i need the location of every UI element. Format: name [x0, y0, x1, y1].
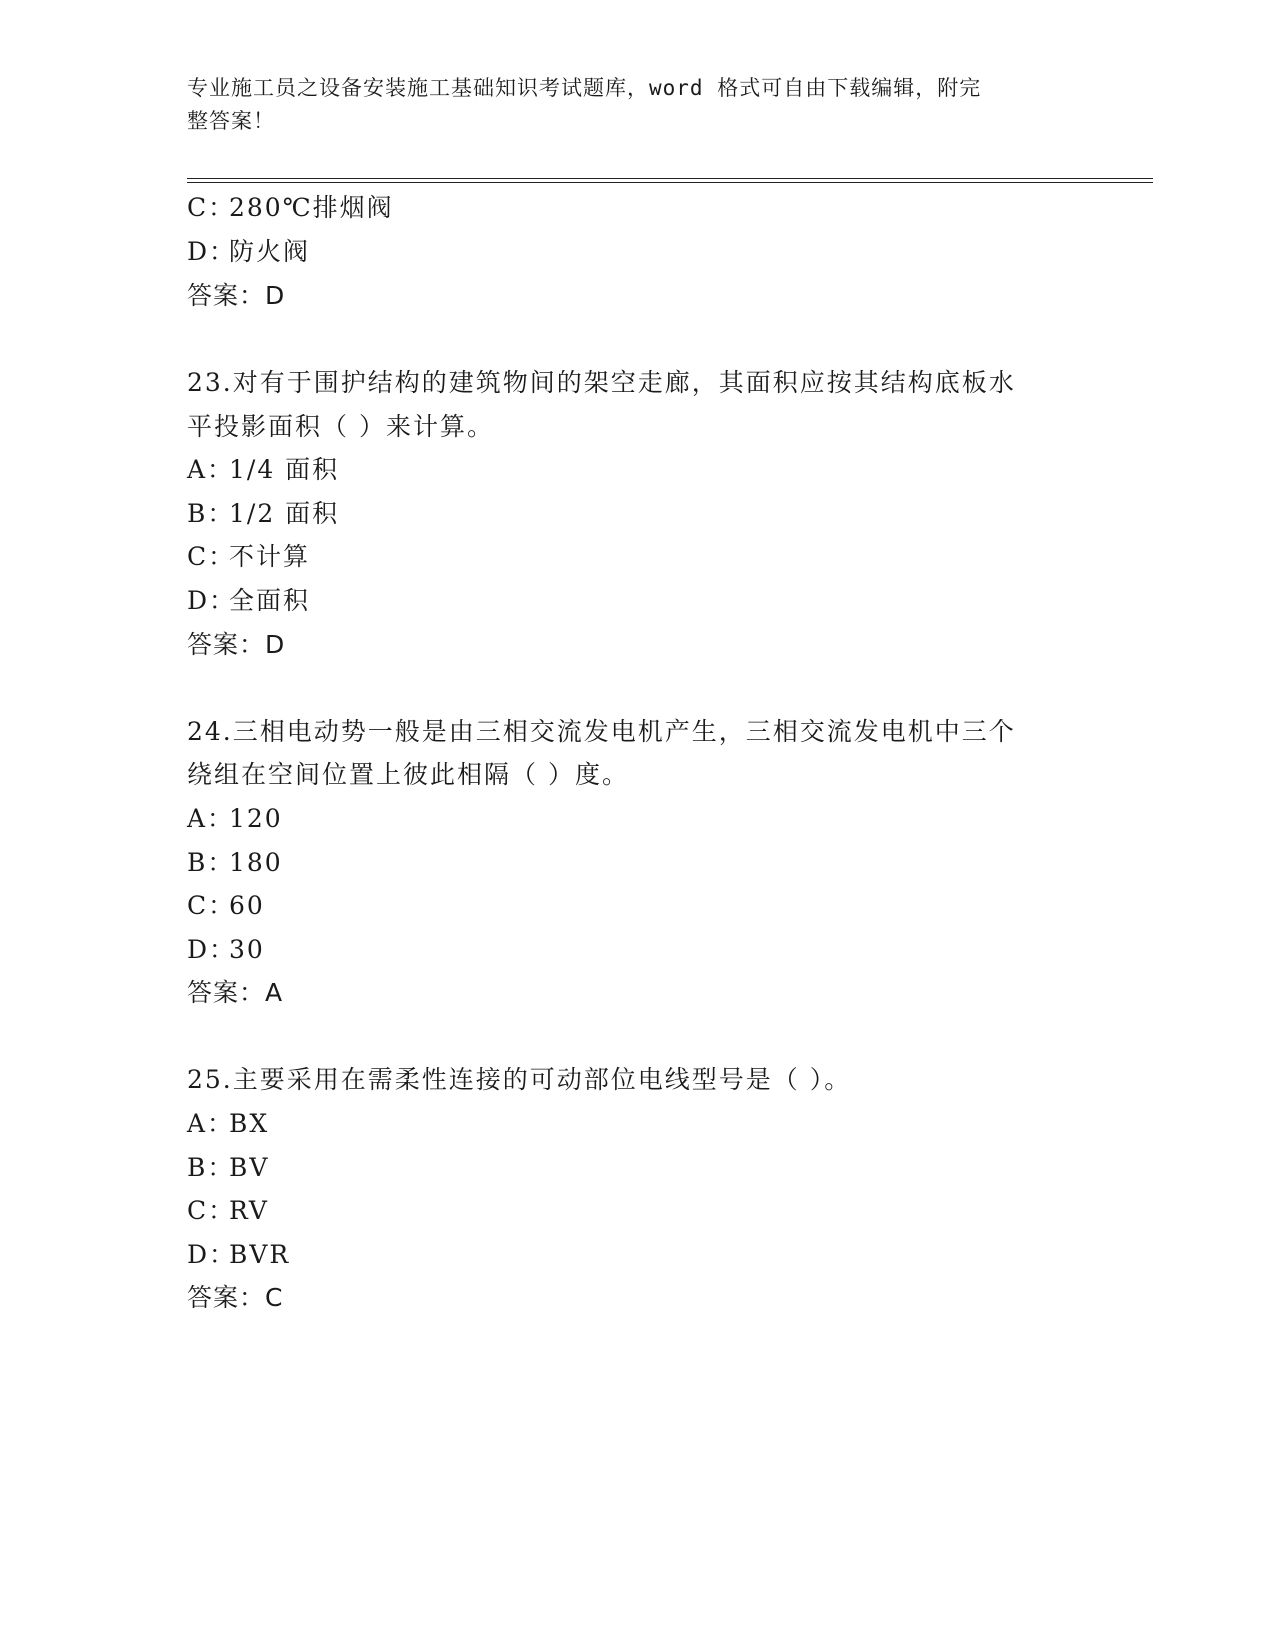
- question-stem: 平投影面积（ ）来计算。: [187, 412, 494, 441]
- option-letter: D：: [187, 237, 237, 266]
- option-text: 1/2 面积: [229, 499, 340, 528]
- option-text: 防火阀: [229, 237, 311, 266]
- option-row: [187, 935, 265, 965]
- question-stem: 绕组在空间位置上彼此相隔（ ）度。: [187, 760, 629, 789]
- question-stem: 24.三相电动势一般是由三相交流发电机产生，三相交流发电机中三个: [187, 717, 1016, 746]
- option-letter: D：: [187, 1240, 237, 1269]
- option-letter: C：: [187, 891, 236, 920]
- header-divider-top: [187, 178, 1153, 179]
- option-letter: B：: [187, 1153, 235, 1182]
- option-text: 120: [229, 804, 283, 833]
- option-row: [187, 586, 310, 616]
- option-text: 60: [229, 891, 265, 920]
- answer-line: 答案：D: [187, 630, 286, 659]
- option-row: [187, 1240, 290, 1270]
- option-text: BVR: [229, 1240, 291, 1269]
- option-row: [187, 542, 310, 572]
- option-text: 全面积: [229, 586, 311, 615]
- option-letter: D：: [187, 935, 237, 964]
- option-letter: D：: [187, 586, 237, 615]
- header-divider-bottom: [187, 182, 1153, 183]
- option-row: [187, 1153, 269, 1183]
- option-row: [187, 499, 339, 529]
- option-letter: A：: [187, 1109, 235, 1138]
- answer-line: 答案：C: [187, 1283, 284, 1312]
- option-row: [187, 455, 339, 485]
- option-text: 280℃排烟阀: [229, 193, 394, 222]
- option-text: RV: [229, 1196, 269, 1225]
- option-row: [187, 193, 394, 223]
- option-text: BX: [229, 1109, 270, 1138]
- option-text: 180: [229, 848, 283, 877]
- option-letter: B：: [187, 848, 235, 877]
- document-header: 专业施工员之设备安装施工基础知识考试题库，word 格式可自由下载编辑，附完 整答案！: [187, 76, 982, 133]
- option-row: [187, 891, 265, 921]
- question-stem: 23.对有于围护结构的建筑物间的架空走廊，其面积应按其结构底板水: [187, 368, 1016, 397]
- question-stem: 25.主要采用在需柔性连接的可动部位电线型号是（ ）。: [187, 1065, 852, 1094]
- option-text: 不计算: [229, 542, 311, 571]
- option-letter: C：: [187, 542, 236, 571]
- option-row: [187, 1196, 269, 1226]
- option-row: [187, 848, 283, 878]
- option-letter: C：: [187, 1196, 236, 1225]
- option-letter: C：: [187, 193, 236, 222]
- answer-line: 答案：A: [187, 978, 284, 1007]
- option-letter: A：: [187, 455, 235, 484]
- option-letter: A：: [187, 804, 235, 833]
- option-row: [187, 804, 283, 834]
- option-text: 30: [229, 935, 265, 964]
- option-row: [187, 1109, 269, 1139]
- answer-line: 答案：D: [187, 281, 286, 310]
- option-text: BV: [229, 1153, 270, 1182]
- option-letter: B：: [187, 499, 235, 528]
- option-row: [187, 237, 310, 267]
- option-text: 1/4 面积: [229, 455, 340, 484]
